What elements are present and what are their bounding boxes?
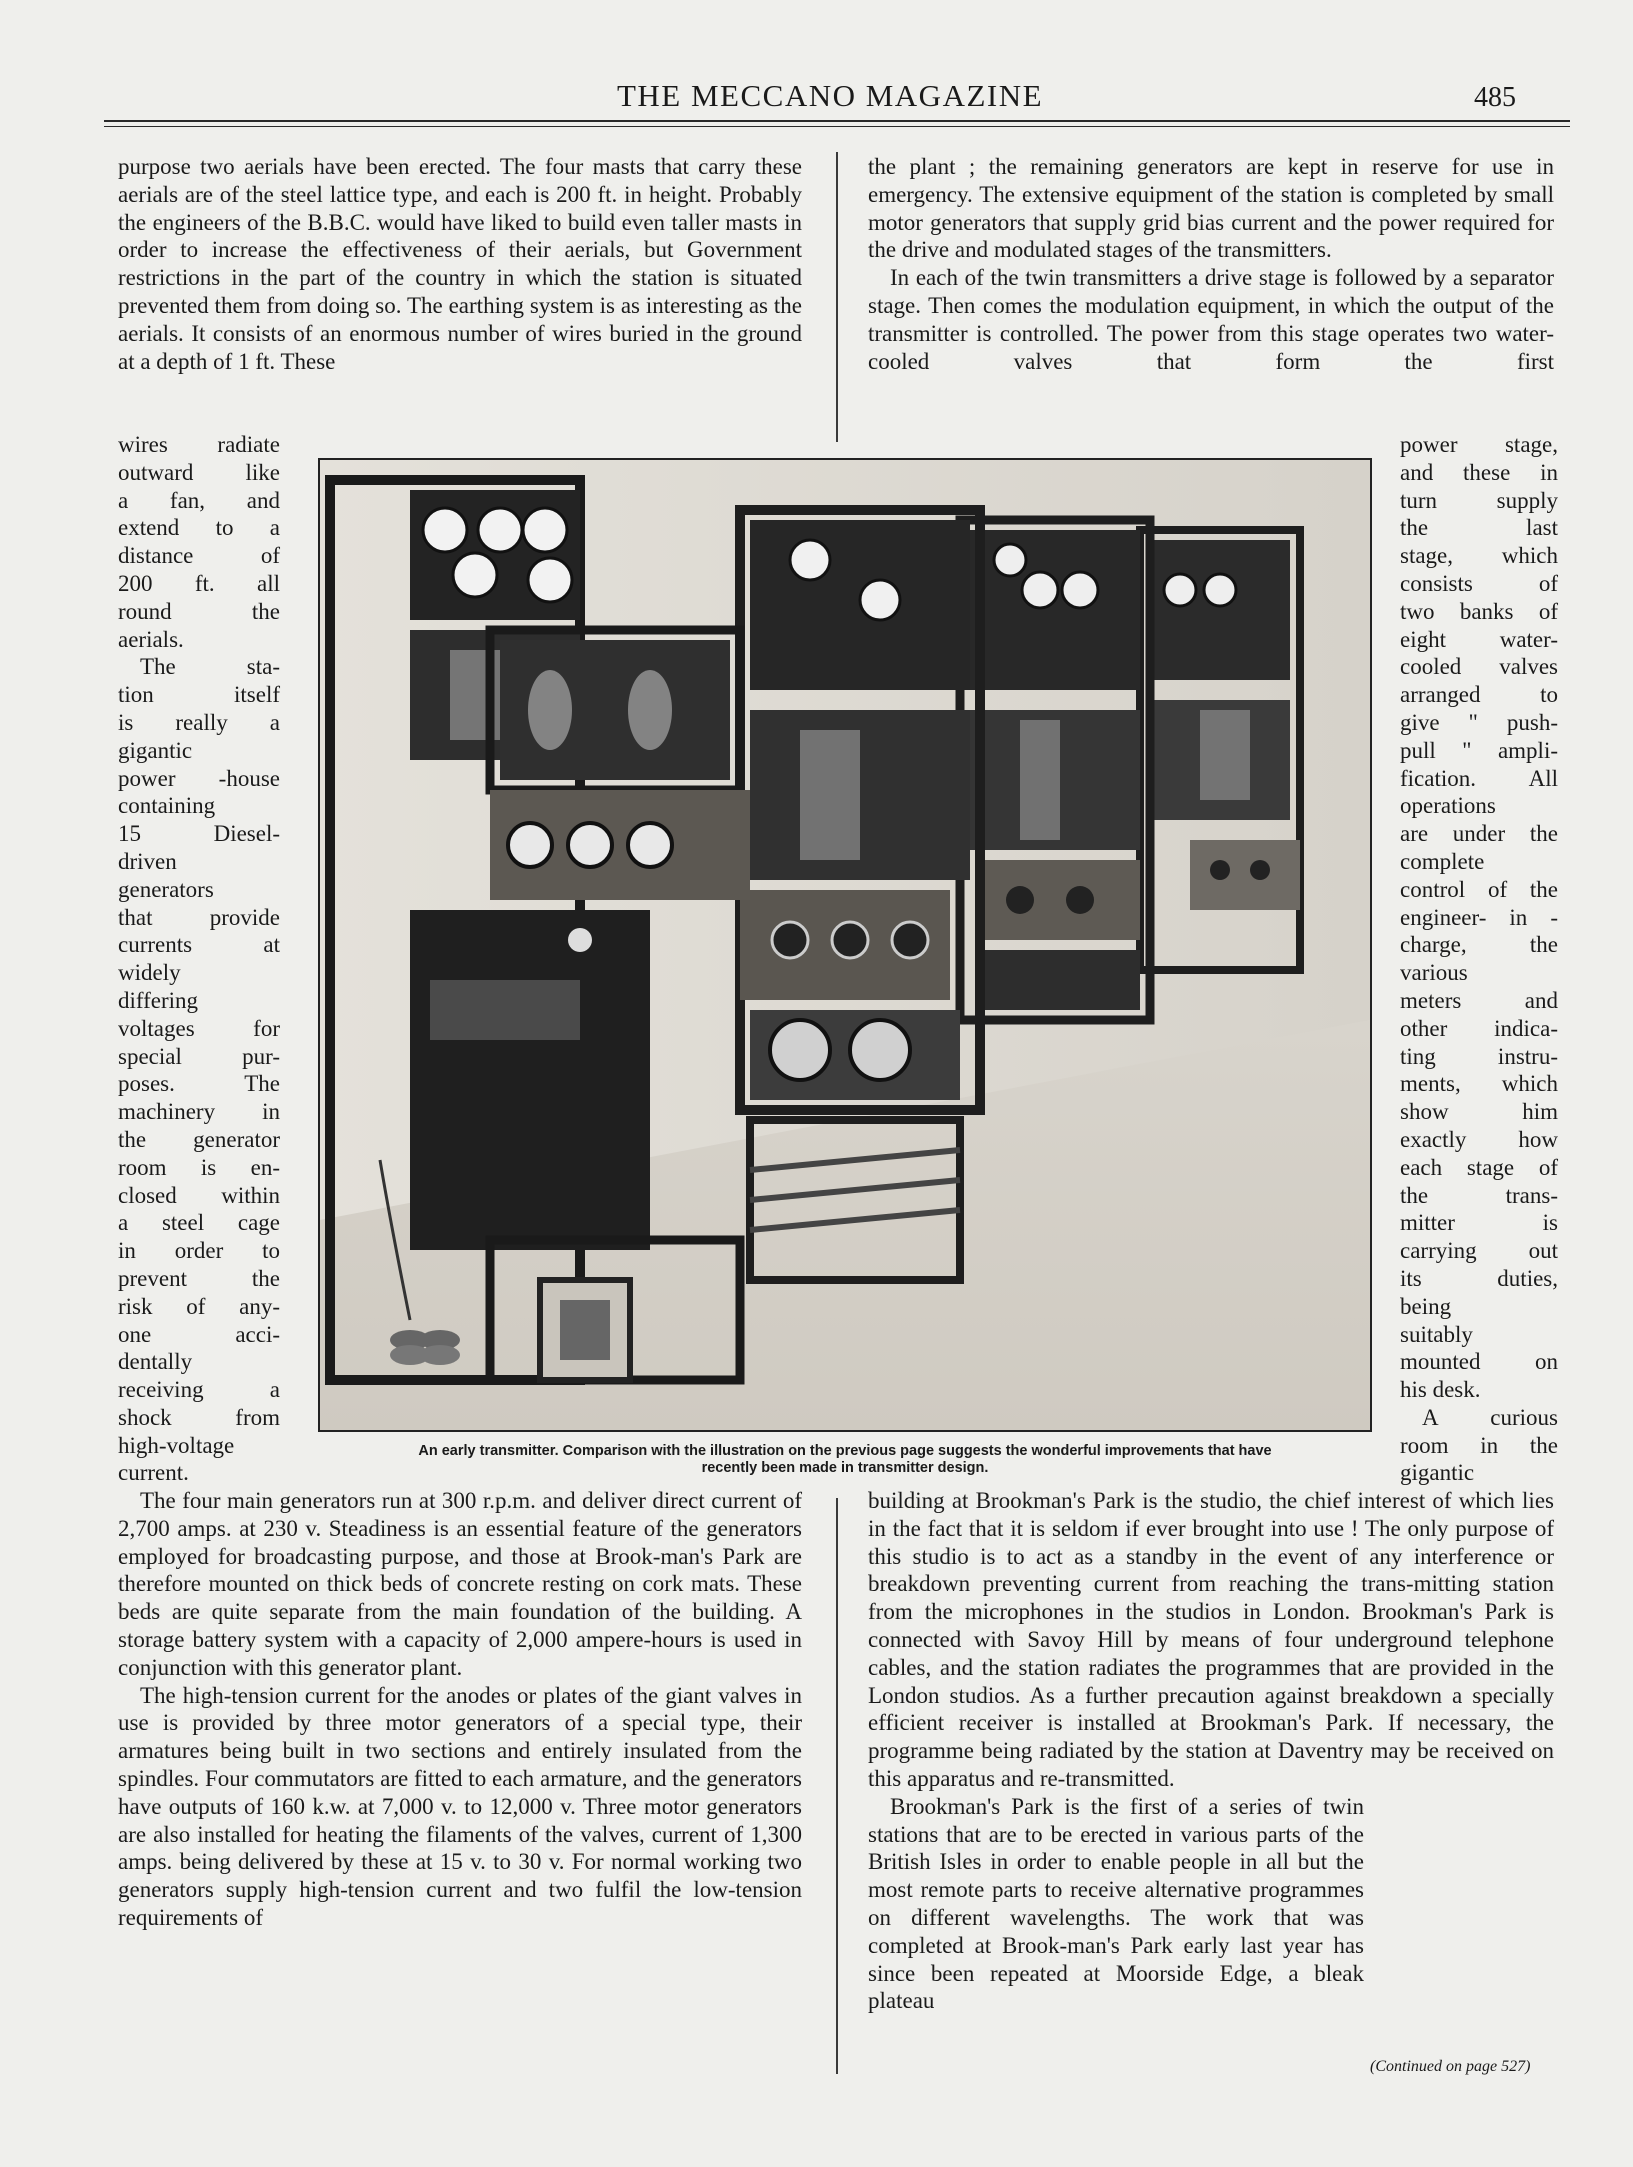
narrow-line: operations xyxy=(1400,793,1496,819)
header-rule xyxy=(104,120,1570,122)
narrow-line: the last xyxy=(1400,515,1558,541)
narrow-line: tion itself xyxy=(118,682,280,708)
right-top-paragraph: In each of the twin transmitters a drive stage is followed by a separator stage. Then comes the modulation equipment, in which the output of the transmitter is controlled. The power from this stage operates two water-cooled valves that form the first xyxy=(868,265,1554,374)
right-column-top xyxy=(868,153,1554,375)
narrow-line: distance of xyxy=(118,543,280,569)
narrow-line: poses. The xyxy=(118,1071,280,1097)
narrow-line: containing xyxy=(118,793,216,819)
narrow-line: charge, the xyxy=(1400,932,1558,958)
narrow-line: various xyxy=(1400,960,1468,986)
narrow-line: one acci- xyxy=(118,1321,280,1347)
caption-line-1: An early transmitter. Comparison with the illustration on the previous page suggests the wonderful improvements that have xyxy=(418,1443,1272,1459)
right-bottom-paragraph: building at Brookman's Park is the studio, the chief interest of which lies in the fact that it is seldom if ever brought into use ! The only purpose of this studio is to act as a standby in the event of any interference or breakdown preventing current from reaching the trans-mitting station from the microphones in the studios in London. Brookman's Park is connected with Savoy Hill by means of four underground telephone cables, and the station radiates the programmes that are provided in the London studios. As a further precaution against breakdown a specially efficient receiver is installed at Brookman's Park. If necessary, the programme being radiated by the station at Daventry may be received on this apparatus and re-transmitted. xyxy=(868,1488,1554,1791)
figure-caption xyxy=(318,1443,1372,1477)
narrow-line: extend to a xyxy=(118,515,280,541)
narrow-line: currents at xyxy=(118,932,280,958)
narrow-line: a fan, and xyxy=(118,487,280,513)
right-top-paragraph: the plant ; the remaining generators are kept in reserve for use in emergency. The extensive equipment of the station is completed by small motor generators that supply grid bias current and the power required for the drive and modulated stages of the transmitters. xyxy=(868,154,1554,263)
header-rule-thin xyxy=(104,126,1570,127)
narrow-line: machinery in xyxy=(118,1099,280,1125)
narrow-line: exactly how xyxy=(1400,1126,1558,1152)
left-column-bottom xyxy=(118,1487,802,1932)
narrow-line: generators xyxy=(118,876,214,902)
narrow-line: control of the xyxy=(1400,876,1558,902)
narrow-line: widely xyxy=(118,960,181,986)
left-column-top-text: purpose two aerials have been erected. The four masts that carry these aerials are of the steel lattice type, and each is 200 ft. in height. Probably the engineers of the B.B.C. would have liked to build even taller masts in order to increase the effectiveness of their aerials, but Government restrictions in the part of the country in which the station is situated prevented them from doing so. The earthing system is as interesting as the aerials. It consists of an enormous number of wires buried in the ground at a depth of 1 ft. These xyxy=(118,154,802,374)
narrow-line: eight water- xyxy=(1400,626,1558,652)
left-bottom-paragraph: The high-tension current for the anodes or plates of the giant valves in use is provided by three motor generators of a special type, their armatures being built in two sections and entirely insulated from the spindles. Four commutators are fitted to each armature, and the generators have outputs of 160 k.w. at 7,000 v. to 12,000 v. Three motor generators are also installed for heating the filaments of the valves, current of 1,300 amps. being delivered by these at 15 v. to 30 v. For normal working two generators supply high-tension current and two fulfil the low-tension requirements of xyxy=(118,1682,802,1930)
narrow-line: power stage, xyxy=(1400,432,1558,457)
transmitter-illustration xyxy=(320,460,1370,1430)
narrow-line: being xyxy=(1400,1293,1452,1319)
left-narrow-column xyxy=(118,431,280,1487)
right-narrow-column xyxy=(1400,431,1558,1487)
caption-line-2: recently been made in transmitter design. xyxy=(701,1460,989,1476)
narrow-line: is really a xyxy=(118,709,280,735)
column-divider-top xyxy=(836,152,838,442)
narrow-line: two banks of xyxy=(1400,598,1558,624)
right-bottom-paragraph: Brookman's Park is the first of a series of twin stations that are to be erected in various parts of the British Isles in order to enable people in all but the most remote parts to receive alternative programmes on different wavelengths. The work that was completed at Brook-man's Park early last year has since been repeated at Moorside Edge, a bleak plateau xyxy=(868,1793,1364,2014)
right-column-bottom xyxy=(868,1487,1554,2015)
narrow-line: closed within xyxy=(118,1182,280,1208)
narrow-line: pull " ampli- xyxy=(1400,737,1558,763)
narrow-line: suitably xyxy=(1400,1321,1473,1347)
narrow-line: 200 ft. all xyxy=(118,570,280,596)
narrow-line: complete xyxy=(1400,848,1485,874)
narrow-line: aerials. xyxy=(118,626,184,652)
narrow-line: A curious xyxy=(1422,1404,1558,1430)
narrow-line: ments, which xyxy=(1400,1071,1558,1097)
narrow-line: shock from xyxy=(118,1404,280,1430)
narrow-line: mitter is xyxy=(1400,1210,1558,1236)
narrow-line: gigantic xyxy=(1400,1460,1475,1486)
narrow-line: ting instru- xyxy=(1400,1043,1558,1069)
column-divider-bottom xyxy=(836,1498,838,2074)
magazine-title: THE MECCANO MAGAZINE xyxy=(616,78,1044,113)
narrow-line: other indica- xyxy=(1400,1015,1558,1041)
narrow-line: each stage of xyxy=(1400,1154,1558,1180)
narrow-line: the generator xyxy=(118,1126,280,1152)
narrow-line: carrying out xyxy=(1400,1238,1558,1264)
narrow-line: gigantic xyxy=(118,737,193,763)
narrow-line: in order to xyxy=(118,1238,280,1264)
continued-note: (Continued on page 527) xyxy=(1370,2058,1531,2075)
narrow-line: meters and xyxy=(1400,987,1558,1013)
narrow-line: voltages for xyxy=(118,1015,280,1041)
narrow-line: round the xyxy=(118,598,280,624)
narrow-line: stage, which xyxy=(1400,543,1558,569)
narrow-line: arranged to xyxy=(1400,682,1558,708)
narrow-line: dentally xyxy=(118,1349,193,1375)
narrow-line: are under the xyxy=(1400,821,1558,847)
narrow-line: current. xyxy=(118,1460,189,1486)
narrow-line: and these in xyxy=(1400,459,1558,485)
narrow-line: show him xyxy=(1400,1099,1558,1125)
left-bottom-paragraph: The four main generators run at 300 r.p.m. and deliver direct current of 2,700 amps. at 230 v. Steadiness is an essential feature of the generators employed for broadcasting purpose, and those at Brook-man's Park are therefore mounted on thick beds of concrete resting on cork mats. These beds are quite separate from the main foundation of the building. A storage battery system with a capacity of 2,000 ampere-hours is used in conjunction with this generator plant. xyxy=(118,1488,802,1680)
narrow-line: special pur- xyxy=(118,1043,280,1069)
narrow-line: prevent the xyxy=(118,1265,280,1291)
narrow-line: the trans- xyxy=(1400,1182,1558,1208)
page-number: 485 xyxy=(1474,82,1516,113)
narrow-line: cooled valves xyxy=(1400,654,1558,680)
narrow-line: outward like xyxy=(118,459,280,485)
narrow-line: The sta- xyxy=(140,654,280,680)
narrow-line: that provide xyxy=(118,904,280,930)
narrow-line: room is en- xyxy=(118,1154,280,1180)
narrow-line: give " push- xyxy=(1400,709,1558,735)
narrow-line: 15 Diesel- xyxy=(118,821,280,847)
narrow-line: consists of xyxy=(1400,570,1558,596)
narrow-line: mounted on xyxy=(1400,1349,1558,1375)
narrow-line: engineer- in - xyxy=(1400,904,1558,930)
narrow-line: receiving a xyxy=(118,1377,280,1403)
transmitter-photograph xyxy=(318,458,1372,1432)
narrow-line: room in the xyxy=(1400,1432,1558,1458)
narrow-line: its duties, xyxy=(1400,1265,1558,1291)
narrow-line: his desk. xyxy=(1400,1377,1481,1403)
narrow-line: differing xyxy=(118,987,199,1013)
narrow-line: power -house xyxy=(118,765,280,791)
narrow-line: driven xyxy=(118,848,177,874)
narrow-line: fication. All xyxy=(1400,765,1558,791)
narrow-line: a steel cage xyxy=(118,1210,280,1236)
narrow-line: turn supply xyxy=(1400,487,1558,513)
narrow-line: wires radiate xyxy=(118,432,280,457)
narrow-line: high-voltage xyxy=(118,1432,235,1458)
narrow-line: risk of any- xyxy=(118,1293,280,1319)
